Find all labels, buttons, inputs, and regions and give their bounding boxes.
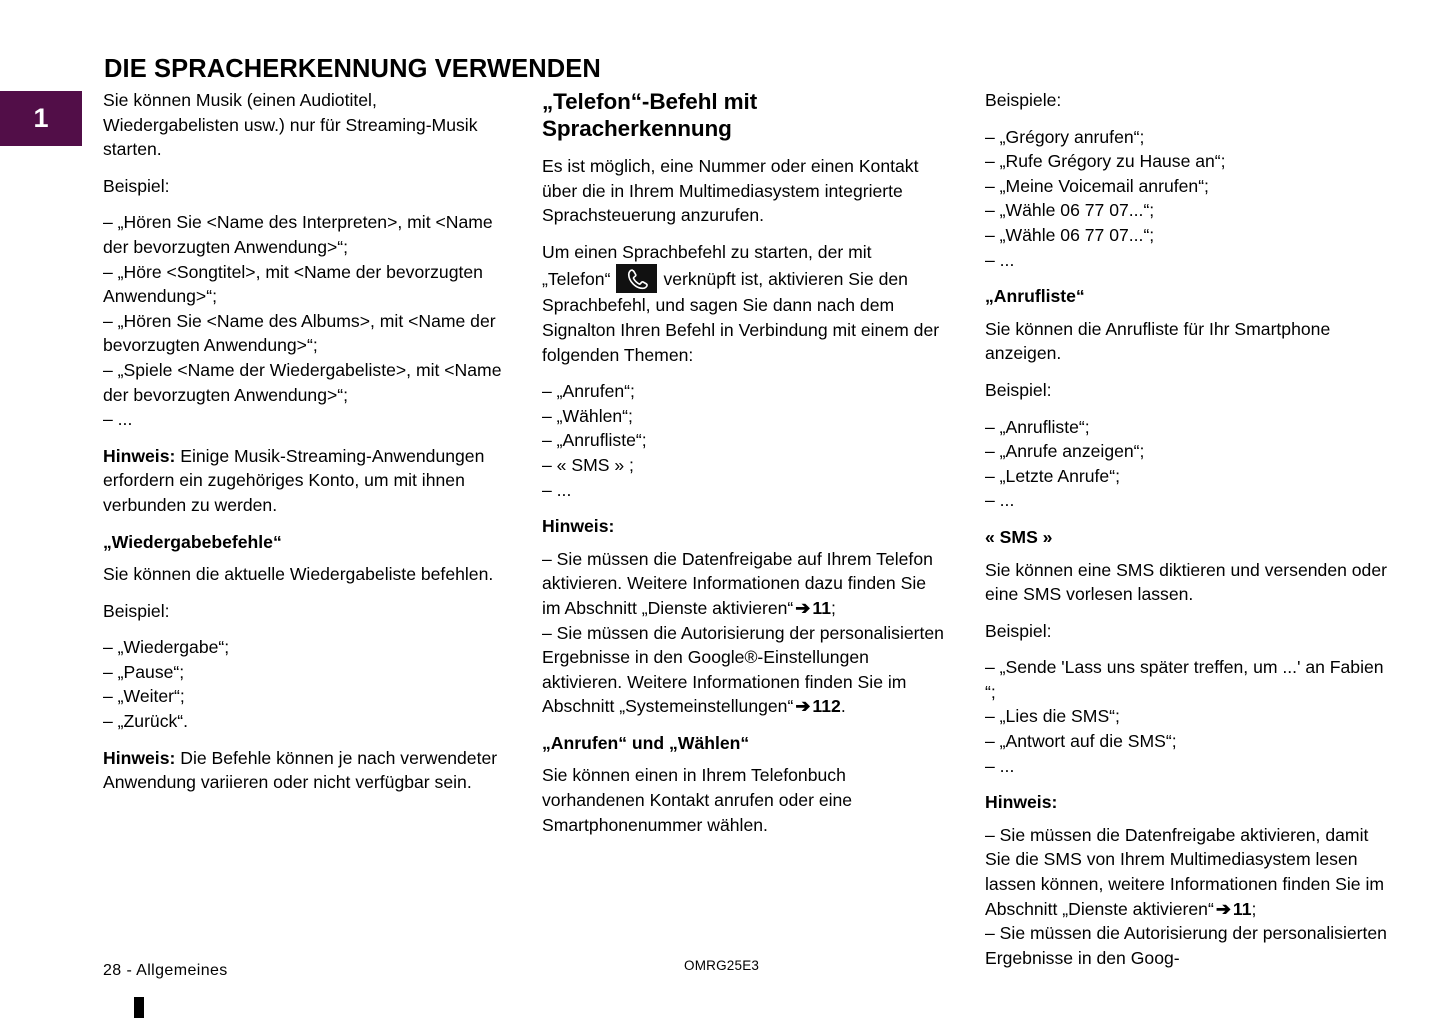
- list-item: – „Pause“;: [103, 661, 185, 682]
- chapter-number: 1: [33, 103, 49, 133]
- list-item: – „Anrufliste“;: [542, 430, 647, 451]
- list-item: – „Hören Sie <Name des Albums>, mit <Name der bevorzugten Anwendung>“;: [103, 310, 496, 356]
- list-item: – „Anrufe anzeigen“;: [985, 441, 1145, 462]
- list-item: – „Spiele <Name der Wiedergabeliste>, mit <Name der bevorzugten Anwendung>“;: [103, 359, 502, 405]
- note-label: Hinweis:: [103, 747, 176, 768]
- list-item: – „Wähle 06 77 07...“;: [985, 200, 1155, 221]
- list-item: – „Lies die SMS“;: [985, 706, 1120, 727]
- col2-call-heading: „Anrufen“ und „Wählen“: [542, 732, 750, 753]
- phone-icon: [616, 264, 657, 293]
- list-item: – „Hören Sie <Name des Interpreten>, mit <Name der bevorzugten Anwendung>“;: [103, 212, 493, 257]
- col2-note-label: Hinweis:: [542, 516, 615, 537]
- col2-start-paragraph: [542, 240, 944, 367]
- list-item: – „Letzte Anrufe“;: [985, 465, 1120, 486]
- note-text: Die Befehle können je nach verwendeter Anwendung variieren oder nicht verfügbar sein.: [103, 747, 498, 793]
- note-item-text: – Sie müssen die Autorisierung der personalisierten Ergebnisse in den Google®-Einstellungen aktivieren. Weitere Informationen finden Sie im Abschnitt „Systemeinstellungen“: [542, 622, 944, 717]
- col3-sms-text: Sie können eine SMS diktieren und versenden oder eine SMS vorlesen lassen.: [985, 559, 1387, 605]
- note-item-suffix: .: [840, 696, 846, 717]
- col3-note-list: [985, 823, 1387, 971]
- col3-sms-example-label: Beispiel:: [985, 620, 1052, 641]
- col3-examples-label: Beispiele:: [985, 90, 1062, 110]
- cross-reference: 11: [1232, 898, 1252, 919]
- list-item: – ...: [985, 249, 1015, 270]
- note-item-suffix: ;: [831, 597, 836, 618]
- list-item: – „Meine Voicemail anrufen“;: [985, 175, 1209, 196]
- list-item: – ...: [985, 490, 1015, 511]
- list-item: – « SMS » ;: [542, 454, 634, 475]
- list-item: [542, 621, 944, 719]
- list-item: – „Höre <Songtitel>, mit <Name der bevorzugten Anwendung>“;: [103, 261, 483, 307]
- list-item: – „Anrufliste“;: [985, 416, 1090, 437]
- col3-calllist-heading: „Anrufliste“: [985, 286, 1085, 307]
- col1-note-2: [103, 746, 505, 795]
- col1-example-list: [103, 210, 505, 431]
- note-item-suffix: ;: [1251, 898, 1257, 919]
- list-item: – „Antwort auf die SMS“;: [985, 731, 1177, 752]
- list-item: – „Zurück“.: [103, 711, 189, 732]
- list-item: – ...: [985, 755, 1015, 776]
- footer-doc-code: OMRG25E3: [684, 958, 760, 973]
- list-item: – „Anrufen“;: [542, 381, 635, 402]
- col1-playback-intro: Sie können die aktuelle Wiedergabeliste befehlen.: [103, 564, 494, 585]
- col2-call-text: Sie können einen in Ihrem Telefonbuch vorhandenen Kontakt anrufen oder eine Smartphonenummer wählen.: [542, 765, 853, 835]
- list-item: – Sie müssen die Autorisierung der personalisierten Ergebnisse in den Goog-: [985, 923, 1387, 968]
- col1-intro-paragraph: Sie können Musik (einen Audiotitel, Wiedergabelisten usw.) nur für Streaming-Musik starten.: [103, 90, 478, 160]
- cross-reference: 11: [812, 597, 831, 618]
- col1-playback-example-list: [103, 635, 505, 733]
- col2-note-list: [542, 547, 944, 719]
- arrow-right-icon: ➔: [1215, 898, 1231, 919]
- col3-calllist-example-label: Beispiel:: [985, 379, 1052, 400]
- col1-playback-heading: „Wiedergabebefehle“: [103, 531, 282, 552]
- col2-topics-list: [542, 379, 944, 502]
- cross-reference: 112: [812, 696, 841, 717]
- note-item-text: – Sie müssen die Datenfreigabe auf Ihrem Telefon aktivieren. Weitere Informationen dazu finden Sie im Abschnitt „Dienste aktivieren“: [542, 548, 933, 618]
- list-item: [985, 823, 1387, 921]
- content-column-2: [542, 88, 944, 849]
- col3-sms-example-list: [985, 655, 1387, 778]
- note-label: Hinweis:: [103, 445, 176, 466]
- list-item: – „Sende 'Lass uns später treffen, um ...' an Fabien “;: [985, 657, 1384, 702]
- col2-section-heading: „Telefon“-Befehl mit Spracherkennung: [542, 89, 758, 141]
- col1-example-label: Beispiel:: [103, 175, 170, 196]
- footer-page-label: 28 - Allgemeines: [103, 962, 228, 979]
- arrow-right-icon: ➔: [795, 597, 811, 618]
- col2-start-text-after: verknüpft ist, aktivieren Sie den Sprachbefehl, und sagen Sie dann nach dem Signalton Ihren Befehl in Verbindung mit einem der folgenden Themen:: [542, 269, 940, 365]
- col2-intro-paragraph: Es ist möglich, eine Nummer oder einen Kontakt über die in Ihrem Multimediasystem integrierte Sprachsteuerung anzurufen.: [542, 156, 919, 226]
- arrow-right-icon: ➔: [795, 696, 811, 717]
- list-item: – „Rufe Grégory zu Hause an“;: [985, 151, 1226, 172]
- col3-sms-heading: « SMS »: [985, 526, 1053, 547]
- list-item: – „Wähle 06 77 07...“;: [985, 224, 1155, 245]
- footer-tab-mark: [134, 997, 144, 1018]
- list-item: – ...: [542, 479, 572, 500]
- list-item: – „Wählen“;: [542, 405, 633, 426]
- col3-examples-list: [985, 125, 1387, 273]
- list-item: – „Weiter“;: [103, 686, 185, 707]
- page-title: DIE SPRACHERKENNUNG VERWENDEN: [104, 55, 601, 84]
- list-item: – „Wiedergabe“;: [103, 637, 230, 658]
- list-item: – ...: [103, 409, 133, 430]
- content-column-1: [103, 88, 505, 807]
- list-item: [542, 547, 944, 621]
- note-text: Einige Musik-Streaming-Anwendungen erfordern ein zugehöriges Konto, um mit ihnen verbunden zu werden.: [103, 445, 485, 515]
- col3-calllist-text: Sie können die Anrufliste für Ihr Smartphone anzeigen.: [985, 318, 1331, 364]
- chapter-tab: [0, 91, 82, 146]
- col1-note-1: [103, 444, 505, 518]
- note-item-text: – Sie müssen die Datenfreigabe aktivieren, damit Sie die SMS von Ihrem Multimediasystem lesen lassen können, weitere Informationen finden Sie im Abschnitt „Dienste aktivieren“: [985, 824, 1385, 919]
- list-item: – „Grégory anrufen“;: [985, 126, 1145, 147]
- col2-start-text-before: Um einen Sprachbefehl zu starten, der mit „Telefon“: [542, 241, 872, 290]
- col1-playback-example-label: Beispiel:: [103, 600, 170, 621]
- col3-calllist-example-list: [985, 415, 1387, 513]
- col3-note-label: Hinweis:: [985, 792, 1058, 813]
- content-column-3: [985, 88, 1387, 982]
